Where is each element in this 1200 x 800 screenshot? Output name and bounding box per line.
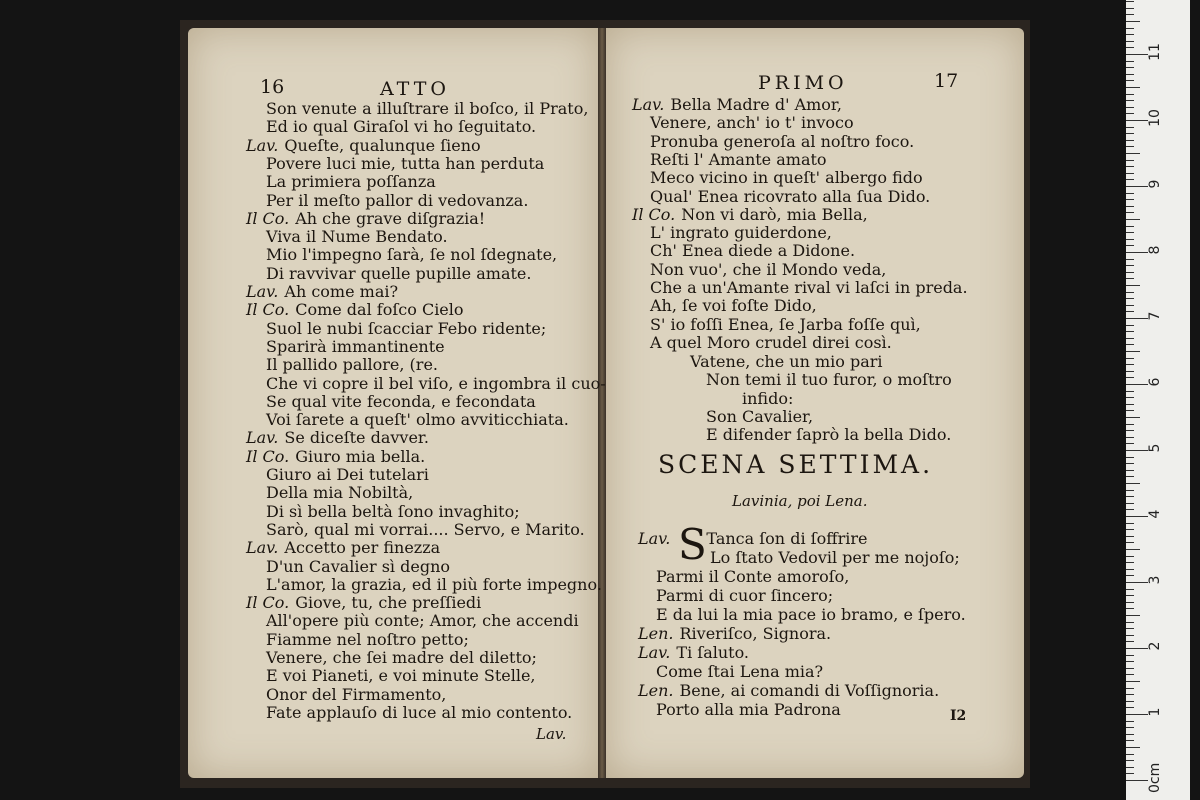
text-line (266, 411, 569, 429)
line-text: Non vuo', che il Mondo veda, (650, 259, 887, 279)
line-text: Sparirà immantinente (266, 336, 445, 356)
line-text: Povere luci mie, tutta han perduta (266, 153, 545, 173)
ruler-tick (1126, 344, 1134, 345)
ruler-tick (1126, 688, 1134, 689)
line-text: Pronuba generoſa al noſtro foco. (650, 131, 915, 151)
ruler-tick (1126, 206, 1134, 207)
speaker-label: Il Co. (246, 208, 290, 228)
ruler-number: 9 (1147, 179, 1163, 189)
line-text: A quel Moro crudel direi così. (650, 332, 892, 352)
ruler-tick (1126, 602, 1134, 603)
text-line (656, 606, 966, 624)
ruler-tick (1126, 107, 1134, 108)
line-text: S' io foſſi Enea, ſe Jarba foſſe quì, (650, 314, 921, 334)
speaker-label: Len. (638, 624, 674, 643)
ruler-tick (1126, 252, 1148, 253)
ruler-number: 11 (1147, 43, 1163, 61)
ruler-tick (1126, 595, 1134, 596)
ruler-tick (1126, 707, 1134, 708)
ruler-number: 1 (1147, 707, 1163, 717)
line-text: Giove, tu, che preſſiedi (295, 593, 482, 613)
line-text: Porto alla mia Padrona (656, 700, 841, 719)
line-text: Mio l'impegno ſarà, ſe nol ſdegnate, (266, 245, 558, 265)
ruler-number: 0cm (1147, 762, 1163, 793)
ruler-number (1147, 0, 1163, 1)
line-text: Bene, ai comandi di Voſſignoria. (679, 681, 940, 700)
ruler-tick (1126, 760, 1134, 761)
text-line (656, 663, 823, 681)
ruler-tick (1126, 608, 1134, 609)
text-line (266, 375, 606, 393)
line-text: Venere, anch' io t' invoco (650, 113, 854, 133)
ruler-number: 4 (1147, 509, 1163, 519)
verse-line: Son Cavalier, (706, 406, 814, 426)
ruler-tick (1126, 265, 1134, 266)
line-text: Se diceſte davver. (284, 428, 429, 448)
ruler-tick (1126, 490, 1134, 491)
ruler-tick (1126, 622, 1134, 623)
line-text: Ti ſaluto. (676, 643, 750, 662)
ruler-tick (1126, 166, 1134, 167)
text-line (650, 242, 855, 260)
text-line (266, 118, 536, 136)
scene-characters: Lavinia, poi Lena. (732, 492, 868, 510)
text-line (266, 521, 585, 539)
text-line (266, 192, 528, 210)
ruler-tick (1126, 146, 1134, 147)
speaker-label: Il Co. (246, 300, 290, 320)
speaker-label: Lav. (246, 538, 279, 558)
ruler-tick (1126, 747, 1140, 748)
ruler-tick (1126, 199, 1134, 200)
book-gutter (598, 28, 606, 778)
ruler-tick (1126, 160, 1134, 161)
ruler-tick (1126, 714, 1148, 715)
speaker-label: Il Co. (632, 204, 676, 224)
ruler-tick (1126, 430, 1134, 431)
ruler-tick (1126, 245, 1134, 246)
ruler-tick (1126, 28, 1134, 29)
text-line (650, 133, 914, 151)
ruler-tick (1126, 87, 1140, 88)
signature-mark: I2 (950, 708, 967, 724)
speaker-label: Lav. (246, 428, 279, 448)
ruler-tick (1126, 41, 1134, 42)
ruler-tick (1126, 450, 1148, 451)
text-line (266, 320, 546, 338)
ruler-tick (1126, 80, 1134, 81)
ruler-tick (1126, 14, 1134, 15)
ruler-tick (1126, 443, 1134, 444)
ruler-tick (1126, 727, 1134, 728)
text-line (246, 448, 425, 466)
ruler-tick (1126, 212, 1134, 213)
text-line (650, 188, 930, 206)
ruler-tick (1126, 734, 1134, 735)
text-line (638, 644, 749, 662)
right-page-header: PRIMO (758, 72, 848, 94)
ruler-tick (1126, 635, 1134, 636)
ruler-tick (1126, 780, 1148, 781)
line-text: Ed io qual Giraſol vi ho ſeguitato. (266, 117, 537, 137)
text-line (650, 334, 892, 352)
line-text: Giuro mia bella. (295, 446, 426, 466)
text-line (266, 173, 436, 191)
text-line (266, 649, 537, 667)
ruler-tick (1126, 113, 1134, 114)
line-text: E voi Pianeti, e voi minute Stelle, (266, 666, 536, 686)
line-text: Fate applauſo di luce al mio contento. (266, 702, 573, 722)
line-text: Viva il Nume Bendato. (266, 227, 448, 247)
ruler-tick (1126, 721, 1134, 722)
ruler-tick (1126, 173, 1134, 174)
ruler-number: 6 (1147, 377, 1163, 387)
line-text: Onor del Firmamento, (266, 684, 447, 704)
text-line (246, 283, 398, 301)
text-line (246, 301, 464, 319)
ruler-tick (1126, 648, 1148, 649)
ruler-tick (1126, 311, 1134, 312)
text-line (266, 558, 450, 576)
line-text: Parmi di cuor ſincero; (656, 586, 834, 605)
left-catchword: Lav. (536, 725, 567, 743)
speaker-label: Lav. (246, 282, 279, 301)
text-line (266, 667, 536, 685)
ruler-number: 8 (1147, 245, 1163, 255)
line-text: Queſte, qualunque ſieno (284, 135, 481, 155)
ruler-tick (1126, 127, 1134, 128)
text-line (266, 155, 544, 173)
line-text: Della mia Nobiltà, (266, 483, 414, 503)
text-line (638, 530, 867, 548)
speaker-label: Len. (638, 681, 674, 700)
line-text: Giuro ai Dei tutelari (266, 465, 429, 484)
ruler-tick (1126, 34, 1134, 35)
drop-cap: S (678, 520, 707, 569)
ruler-tick (1126, 384, 1148, 385)
text-line (266, 393, 536, 411)
text-line (246, 137, 481, 155)
ruler-tick (1126, 364, 1134, 365)
line-text: Ah che grave diſgrazia! (295, 208, 486, 228)
ruler-tick (1126, 575, 1134, 576)
line-text: Come ſtai Lena mia? (656, 662, 824, 681)
ruler-tick (1126, 476, 1134, 477)
text-line (266, 246, 557, 264)
ruler-tick (1126, 397, 1134, 398)
ruler-tick (1126, 153, 1140, 154)
verse-line: infido: (742, 388, 794, 408)
speaker-label: Lav. (638, 529, 671, 548)
ruler-tick (1126, 740, 1134, 741)
line-text: Ah, ſe voi foſte Dido, (650, 296, 817, 316)
text-line (650, 279, 968, 297)
ruler-tick (1126, 483, 1140, 484)
ruler-tick (1126, 681, 1140, 682)
ruler-tick (1126, 67, 1134, 68)
line-text: Per il meſto pallor di vedovanza. (266, 190, 529, 210)
ruler-tick (1126, 331, 1134, 332)
ruler-tick (1126, 509, 1134, 510)
ruler-tick (1126, 285, 1140, 286)
line-text: All'opere più conte; Amor, che accendi (266, 611, 579, 631)
left-page-header: ATTO (380, 78, 450, 100)
ruler-tick (1126, 470, 1134, 471)
line-text: E da lui la mia pace io bramo, e ſpero. (656, 605, 966, 624)
text-line (650, 261, 886, 279)
line-text: Reſti l' Amante amato (650, 149, 827, 169)
text-line (266, 576, 602, 594)
line-text: Se qual vite feconda, e fecondata (266, 391, 536, 411)
text-line (266, 686, 446, 704)
left-page (188, 28, 606, 778)
ruler-tick (1126, 569, 1134, 570)
ruler-tick (1126, 556, 1134, 557)
ruler-tick (1126, 94, 1134, 95)
ruler-tick (1126, 226, 1134, 227)
ruler-tick (1126, 74, 1134, 75)
text-line (246, 539, 440, 557)
ruler-tick (1126, 655, 1134, 656)
text-line (650, 316, 921, 334)
ruler-tick (1126, 503, 1134, 504)
right-page-number: 17 (934, 70, 959, 92)
scene-title: SCENA SETTIMA. (658, 450, 934, 479)
line-text: Come dal foſco Cielo (295, 300, 464, 320)
ruler-tick (1126, 232, 1134, 233)
ruler-tick (1126, 47, 1134, 48)
ruler-number: 3 (1147, 575, 1163, 585)
ruler-tick (1126, 516, 1148, 517)
ruler-tick (1126, 410, 1134, 411)
ruler-tick (1126, 120, 1148, 121)
line-text: Che a un'Amante rival vi laſci in preda. (650, 278, 968, 297)
ruler-tick (1126, 377, 1134, 378)
text-line (650, 114, 854, 132)
ruler-tick (1126, 457, 1134, 458)
line-text: Son venute a illuſtrare il boſco, il Prato, (266, 99, 589, 118)
text-line (656, 568, 849, 586)
ruler-tick (1126, 424, 1134, 425)
speaker-label: Il Co. (246, 446, 290, 466)
verse-line: E difender ſaprò la bella Dido. (706, 425, 952, 445)
ruler-tick (1126, 272, 1134, 273)
line-text: Venere, che ſei madre del diletto; (266, 648, 537, 667)
text-line (638, 682, 939, 700)
line-text: Che vi copre il bel viſo, e ingombra il cuo- (266, 373, 606, 393)
text-line (266, 265, 531, 283)
ruler-tick (1126, 694, 1134, 695)
ruler-number: 7 (1147, 311, 1163, 321)
text-line (246, 210, 485, 228)
text-line (650, 297, 817, 315)
ruler-tick (1126, 661, 1134, 662)
ruler-tick (1126, 754, 1134, 755)
ruler-number: 5 (1147, 443, 1163, 453)
text-line (266, 612, 579, 630)
ruler-tick (1126, 529, 1134, 530)
ruler-tick (1126, 100, 1134, 101)
text-line (632, 96, 842, 114)
ruler-tick (1126, 259, 1134, 260)
line-text: Riveriſco, Signora. (679, 624, 832, 643)
ruler-tick (1126, 239, 1134, 240)
line-text: Ah come mai? (284, 282, 399, 301)
text-line (266, 484, 413, 502)
ruler-number: 2 (1147, 641, 1163, 651)
ruler-tick (1126, 437, 1134, 438)
text-line (632, 206, 868, 224)
line-text: Suol le nubi ſcacciar Febo ridente; (266, 318, 547, 338)
line-text: D'un Cavalier sì degno (266, 556, 451, 576)
ruler-tick (1126, 536, 1134, 537)
ruler-tick (1126, 351, 1140, 352)
ruler-tick (1126, 186, 1148, 187)
speaker-label: Lav. (638, 643, 671, 662)
ruler-tick (1126, 463, 1134, 464)
ruler-tick (1126, 542, 1134, 543)
text-line (656, 587, 833, 605)
line-text: Il pallido pallore, (re. (266, 355, 438, 375)
ruler-tick (1126, 641, 1134, 642)
text-line (266, 228, 448, 246)
ruler-tick (1126, 325, 1134, 326)
line-text: Non vi darò, mia Bella, (681, 204, 868, 224)
verse-line: Non temi il tuo furor, o moſtro (706, 370, 952, 390)
ruler-tick (1126, 1, 1134, 2)
ruler-tick (1126, 305, 1134, 306)
ruler-tick (1126, 298, 1134, 299)
line-text: Parmi il Conte amoroſo, (656, 567, 850, 586)
right-page (606, 28, 1024, 778)
text-line (266, 466, 429, 484)
line-text: Bella Madre d' Amor, (670, 95, 842, 114)
ruler-tick (1126, 278, 1134, 279)
ruler-tick (1126, 179, 1134, 180)
ruler-tick (1126, 628, 1134, 629)
ruler-tick (1126, 701, 1134, 702)
line-text: Sarò, qual mi vorrai.... Servo, e Marito. (266, 519, 585, 539)
line-text: Fiamme nel noſtro petto; (266, 629, 469, 649)
ruler-tick (1126, 391, 1134, 392)
line-text: Ch' Enea diede a Didone. (650, 241, 856, 261)
verse-line: Vatene, che un mio pari (690, 352, 883, 371)
ruler-tick (1126, 615, 1140, 616)
ruler-tick (1126, 404, 1134, 405)
line-text: Voi ſarete a queſt' olmo avviticchiata. (266, 410, 569, 430)
ruler-tick (1126, 292, 1134, 293)
text-line (266, 356, 438, 374)
ruler-tick (1126, 371, 1134, 372)
text-line (266, 338, 445, 356)
line-text: L' ingrato guiderdone, (650, 223, 832, 243)
text-line (246, 594, 481, 612)
ruler-tick (1126, 496, 1134, 497)
ruler-tick (1126, 773, 1134, 774)
line-text: Di ravvivar quelle pupille amate. (266, 263, 532, 283)
speaker-label: Lav. (632, 95, 665, 114)
text-line: Lo ſtato Vedovil per me nojoſo; (710, 548, 960, 567)
ruler-tick (1126, 417, 1140, 418)
line-text: Meco vicino in queſt' albergo fido (650, 168, 923, 188)
line-text: La primiera poſſanza (266, 172, 436, 192)
left-page-number: 16 (260, 76, 285, 98)
line-text: Accetto per finezza (284, 538, 441, 558)
text-line (266, 704, 572, 722)
ruler-tick (1126, 140, 1134, 141)
line-text: Qual' Enea ricovrato alla ſua Dido. (650, 186, 931, 206)
speaker-label: Lav. (246, 135, 279, 155)
text-line (246, 429, 429, 447)
ruler-tick (1126, 318, 1148, 319)
line-text: L'amor, la grazia, ed il più forte impegno. (266, 574, 602, 594)
text-line (650, 151, 827, 169)
ruler-tick (1126, 582, 1148, 583)
text-line (266, 631, 469, 649)
ruler-tick (1126, 8, 1134, 9)
ruler-tick (1126, 21, 1140, 22)
ruler-tick (1126, 523, 1134, 524)
ruler-tick (1126, 549, 1140, 550)
ruler-tick (1126, 589, 1134, 590)
line-text: Di sì bella beltà ſono invaghito; (266, 501, 520, 521)
text-line (266, 100, 588, 118)
ruler-tick (1126, 767, 1134, 768)
ruler-number: 10 (1147, 109, 1163, 127)
ruler-tick (1126, 54, 1148, 55)
ruler-tick (1126, 133, 1134, 134)
ruler-tick (1126, 358, 1134, 359)
ruler-tick (1126, 338, 1134, 339)
text-line (638, 625, 831, 643)
text-line (656, 701, 841, 719)
ruler-tick (1126, 193, 1134, 194)
ruler-tick (1126, 219, 1140, 220)
text-line (650, 169, 923, 187)
text-line (650, 224, 832, 242)
ruler-tick (1126, 562, 1134, 563)
line-text: Tanca ſon di ſoffrire (706, 529, 868, 548)
ruler-tick (1126, 668, 1134, 669)
ruler-tick (1126, 61, 1134, 62)
speaker-label: Il Co. (246, 593, 290, 613)
ruler-tick (1126, 674, 1134, 675)
text-line (266, 503, 520, 521)
